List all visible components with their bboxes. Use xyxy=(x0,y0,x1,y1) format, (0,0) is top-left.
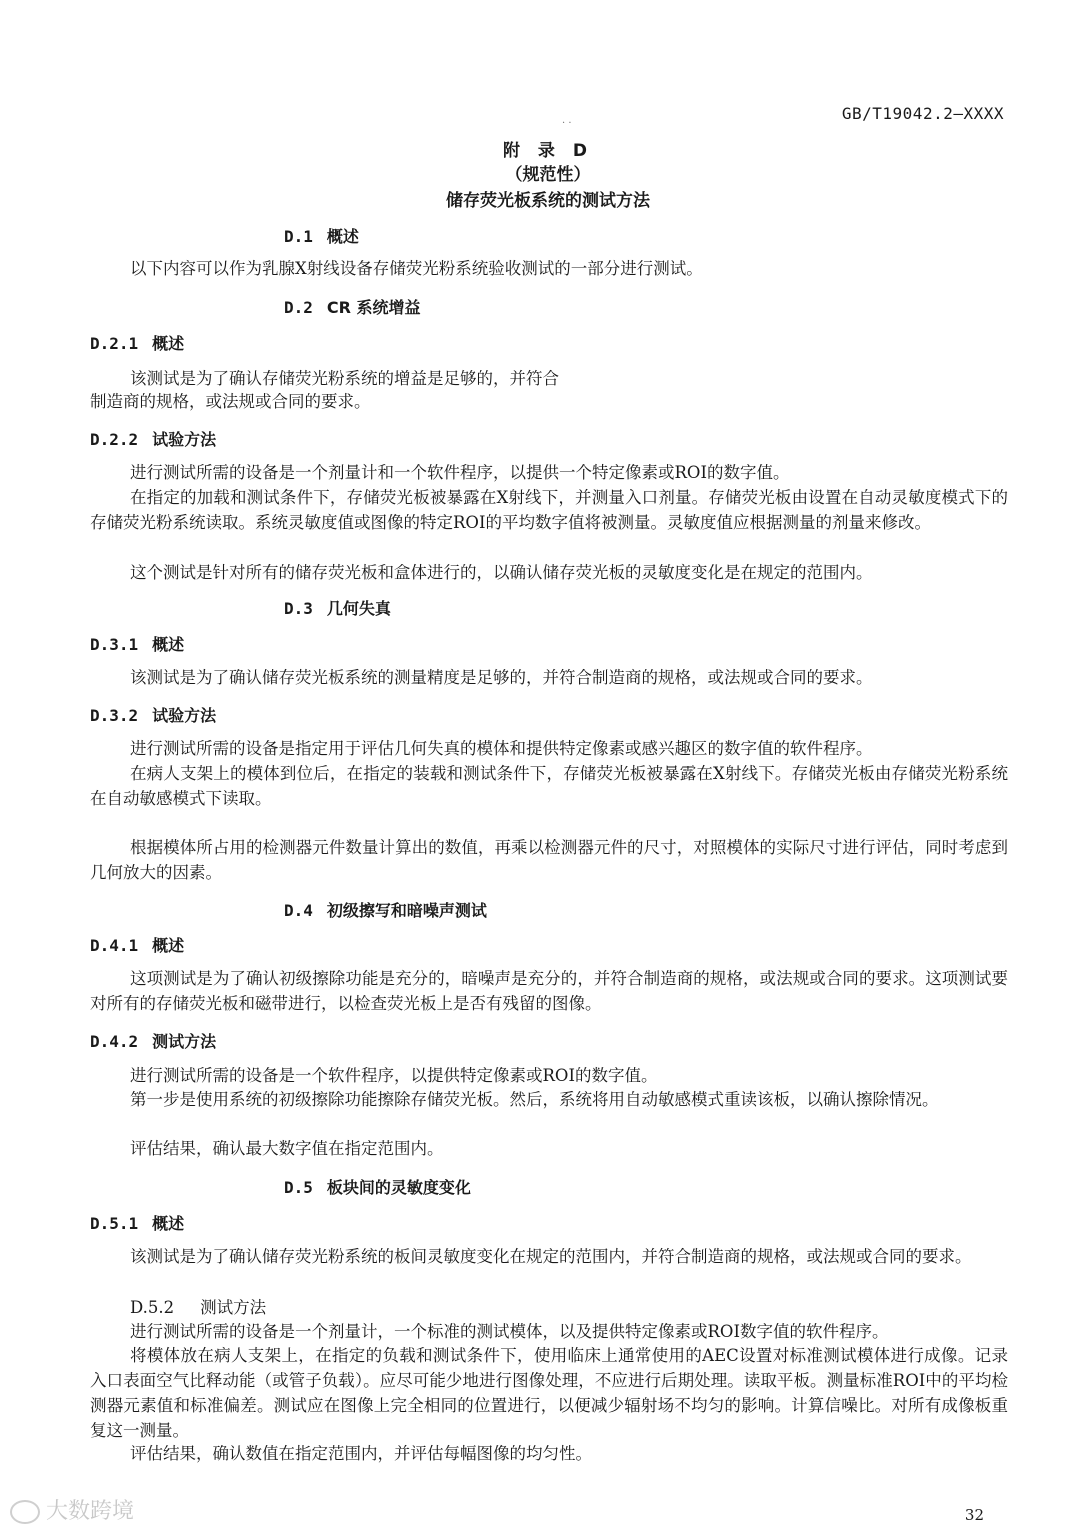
appendix-title: 附 录 D xyxy=(503,141,593,161)
paragraph: 根据模体所占用的检测器元件数量计算出的数值，再乘以检测器元件的尺寸，对照模体的实际尺寸进行评估，同时考虑到几何放大的因素。 xyxy=(90,838,1008,882)
subsection-heading-d3-2 xyxy=(90,703,216,726)
subsection-heading-d5-1 xyxy=(90,1211,184,1234)
subsection-heading-d2-1 xyxy=(90,331,184,354)
subsection-heading-d3-1 xyxy=(90,632,184,655)
subsection-number: D.5.2 xyxy=(130,1298,175,1317)
subsection-number: D.3.1 xyxy=(90,635,139,654)
section-title: 板块间的灵敏度变化 xyxy=(326,1178,471,1197)
paragraph: 进行测试所需的设备是一个剂量计和一个软件程序，以提供一个特定像素或ROI的数字值。 xyxy=(130,463,790,482)
page-number: 32 xyxy=(964,1506,984,1524)
subsection-title: 概述 xyxy=(152,334,185,353)
section-heading-d3 xyxy=(284,596,391,619)
paragraph: 将模体放在病人支架上，在指定的负载和测试条件下，使用临床上通常使用的AEC设置对标准测试模体进行成像。记录入口表面空气比释动能（或管子负载）。应尽可能少地进行图像处理，不应进行后期处理。读取平板。测量标准ROI中的平均检测器元素值和标准偏差。测试应在图像上完全相同的位置进行，以便减少辐射场不均匀的影响。计算信噪比。对所有成像板重复这一测量。 xyxy=(90,1346,1008,1440)
subsection-heading-d2-2 xyxy=(90,427,216,450)
section-title: CR 系统增益 xyxy=(326,298,421,317)
subsection-heading-d5-2 xyxy=(130,1294,266,1318)
paragraph: 第一步是使用系统的初级擦除功能擦除存储荧光板。然后，系统将用自动敏感模式重读该板，以确认擦除情况。 xyxy=(130,1090,939,1109)
section-heading-d4 xyxy=(284,898,487,921)
section-number: D.5 xyxy=(284,1178,313,1197)
section-number: D.4 xyxy=(284,901,313,920)
watermark xyxy=(10,1494,134,1525)
subsection-title: 试验方法 xyxy=(152,706,217,725)
section-heading-d2 xyxy=(284,295,421,318)
subsection-title: 测试方法 xyxy=(152,1032,217,1051)
section-number: D.2 xyxy=(284,298,313,317)
appendix-nature: （规范性） xyxy=(505,165,591,185)
subsection-title: 概述 xyxy=(152,635,185,654)
paragraph: 评估结果，确认最大数字值在指定范围内。 xyxy=(130,1139,444,1158)
watermark-text: 大数跨境 xyxy=(46,1499,135,1524)
subsection-number: D.4.1 xyxy=(90,936,139,955)
paragraph: 这个测试是针对所有的储存荧光板和盒体进行的，以确认储存荧光板的灵敏度变化是在规定的范围内。 xyxy=(130,563,873,582)
paragraph: 该测试是为了确认储存荧光粉系统的板间灵敏度变化在规定的范围内，并符合制造商的规格，或法规或合同的要求。 xyxy=(130,1247,972,1266)
subsection-number: D.4.2 xyxy=(90,1032,139,1051)
subsection-title: 试验方法 xyxy=(152,430,217,449)
paragraph: 这项测试是为了确认初级擦除功能是充分的，暗噪声是充分的，并符合制造商的规格，或法规或合同的要求。这项测试要对所有的存储荧光板和磁带进行，以检查荧光板上是否有残留的图像。 xyxy=(90,969,1008,1013)
paragraph-line: 该测试是为了确认存储荧光粉系统的增益是足够的，并符合 xyxy=(130,369,559,388)
paragraph: 以下内容可以作为乳腺X射线设备存储荧光粉系统验收测试的一部分进行测试。 xyxy=(130,259,703,278)
section-heading-d1 xyxy=(284,224,359,247)
standard-number: GB/T19042.2—XXXX xyxy=(841,104,1004,123)
paragraph: 评估结果，确认数值在指定范围内，并评估每幅图像的均匀性。 xyxy=(130,1444,592,1463)
paragraph: 进行测试所需的设备是一个软件程序，以提供特定像素或ROI的数字值。 xyxy=(130,1066,658,1085)
subsection-number: D.3.2 xyxy=(90,706,139,725)
subsection-number: D.2.1 xyxy=(90,334,139,353)
subsection-heading-d4-1 xyxy=(90,933,184,956)
subsection-number: D.5.1 xyxy=(90,1214,139,1233)
section-number: D.1 xyxy=(284,227,313,246)
subsection-title: 概述 xyxy=(152,936,185,955)
paragraph: 该测试是为了确认储存荧光板系统的测量精度是足够的，并符合制造商的规格，或法规或合同的要求。 xyxy=(130,668,873,687)
paragraph: 在指定的加载和测试条件下，存储荧光板被暴露在X射线下，并测量入口剂量。存储荧光板由设置在自动灵敏度模式下的存储荧光粉系统读取。系统灵敏度值或图像的特定ROI的平均数字值将被测量。灵敏度值应根据测量的剂量来修改。 xyxy=(90,488,1008,532)
chat-bubble-icon xyxy=(10,1500,40,1524)
subsection-heading-d4-2 xyxy=(90,1029,216,1052)
section-title: 几何失真 xyxy=(326,599,391,618)
header-mark: · · xyxy=(562,118,572,129)
paragraph: 进行测试所需的设备是一个剂量计，一个标准的测试模体，以及提供特定像素或ROI数字值的软件程序。 xyxy=(130,1322,889,1341)
section-heading-d5 xyxy=(284,1175,471,1198)
paragraph-line: 制造商的规格，或法规或合同的要求。 xyxy=(90,392,371,411)
document-title: 储存荧光板系统的测试方法 xyxy=(446,191,650,211)
subsection-number: D.2.2 xyxy=(90,430,139,449)
paragraph: 进行测试所需的设备是指定用于评估几何失真的模体和提供特定像素或感兴趣区的数字值的软件程序。 xyxy=(130,739,873,758)
subsection-title: 测试方法 xyxy=(200,1298,267,1317)
section-number: D.3 xyxy=(284,599,313,618)
section-title: 初级擦写和暗噪声测试 xyxy=(326,901,487,920)
subsection-title: 概述 xyxy=(152,1214,185,1233)
paragraph: 在病人支架上的模体到位后，在指定的装载和测试条件下，存储荧光板被暴露在X射线下。存储荧光板由存储荧光粉系统在自动敏感模式下读取。 xyxy=(90,764,1008,808)
section-title: 概述 xyxy=(326,227,359,246)
